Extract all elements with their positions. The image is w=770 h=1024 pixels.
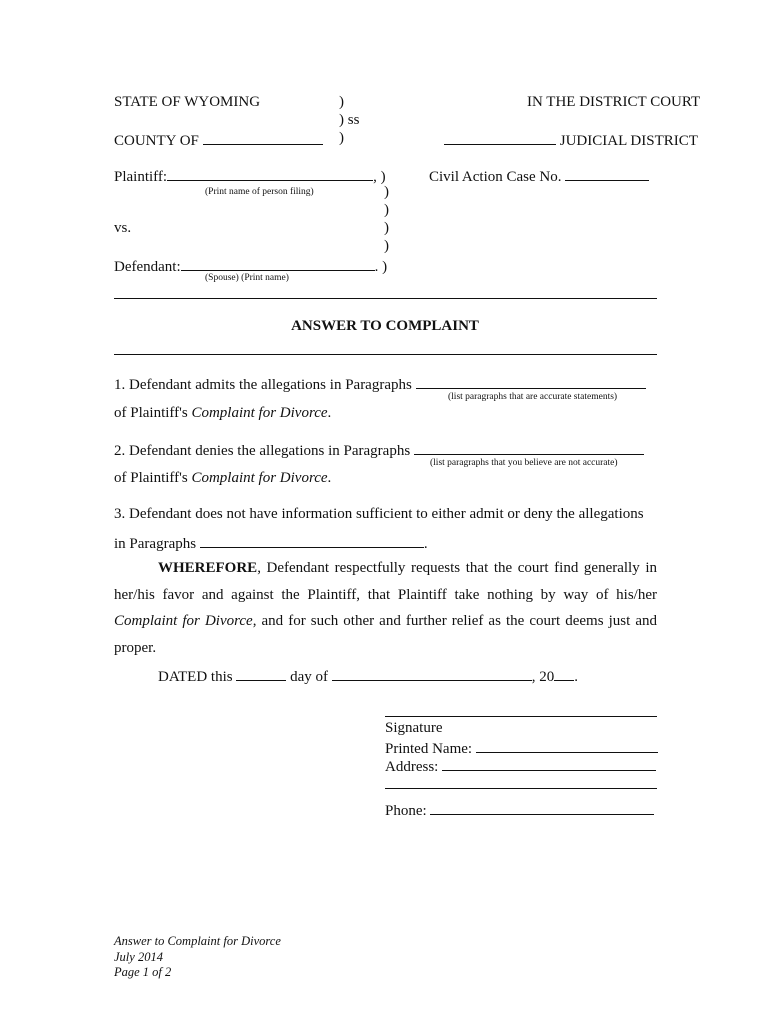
complaint-title: Complaint for Divorce [114,613,253,629]
defendant-hint: (Spouse) (Print name) [205,273,289,283]
county-label [114,130,323,150]
item-2-text: 2. Defendant denies the allegations in Paragraphs [114,443,411,459]
period: . [423,536,428,552]
wherefore-lead: WHEREFORE [158,560,258,576]
divider [114,298,657,299]
footer [114,934,281,981]
period: . [574,669,578,685]
vs-label: vs. [114,220,132,236]
plaintiff-label: Plaintiff: [114,169,168,185]
item-2-paragraphs-field[interactable] [414,440,644,455]
plaintiff-suffix: , ) [373,169,386,185]
dated-line [158,666,578,686]
item-1-text: 1. Defendant admits the allegations in Paragraphs [114,377,412,393]
defendant-suffix: . ) [374,259,388,275]
wherefore-text: , Defendant respectfully requests that the court find generally in her/his favor and against the Plaintiff, that Plaintiff take nothing by way of his/her [114,560,657,603]
item-2-continuation [114,470,331,487]
signature-line[interactable] [385,716,657,717]
caption-paren: ) [384,238,389,254]
footer-date: July 2014 [114,949,163,964]
phone-row [385,800,654,820]
caption-paren: ) [339,94,344,110]
state-label: STATE OF WYOMING [114,94,261,110]
defendant-name-field[interactable] [181,256,375,271]
item-1 [114,374,646,394]
month-field[interactable] [332,666,532,681]
complaint-title: Complaint for Divorce [191,470,328,486]
address-label: Address: [385,759,439,775]
plaintiff-name-field[interactable] [167,166,373,181]
in-paragraphs: in Paragraphs [114,536,197,552]
caption-paren: ) [339,130,344,146]
printed-name-row [385,738,658,758]
county-field[interactable] [203,130,323,145]
day-of-label: day of [290,669,328,685]
year-field[interactable] [554,666,574,681]
address-field[interactable] [442,756,656,771]
phone-field[interactable] [430,800,654,815]
civil-action-row [429,166,649,186]
item-2 [114,440,644,460]
period: . [327,470,332,486]
caption-ss: ) ss [339,112,360,128]
defendant-label: Defendant: [114,259,181,275]
caption-paren: ) [384,220,389,236]
plaintiff-row [114,166,386,186]
phone-label: Phone: [385,803,427,819]
day-field[interactable] [236,666,286,681]
item-1-continuation [114,405,331,422]
item-3-paragraphs-field[interactable] [200,533,424,548]
caption-paren: ) [384,184,389,200]
item-3-text: 3. Defendant does not have information sufficient to either admit or deny the allegations [114,506,644,522]
footer-title: Answer to Complaint for Divorce [114,934,281,948]
of-plaintiffs: of Plaintiff's [114,405,188,421]
civil-action-label: Civil Action Case No. [429,169,562,185]
divider [114,354,657,355]
judicial-district-label: JUDICIAL DISTRICT [559,133,698,149]
case-number-field[interactable] [565,166,649,181]
caption-paren: ) [384,202,389,218]
year-label: , 20 [531,669,555,685]
dated-label: DATED this [158,669,233,685]
address-row [385,756,656,776]
printed-name-label: Printed Name: [385,741,473,757]
of-plaintiffs: of Plaintiff's [114,470,188,486]
wherefore-paragraph [114,555,657,661]
item-1-paragraphs-field[interactable] [416,374,646,389]
address-line-2[interactable] [385,788,657,789]
item-1-hint: (list paragraphs that are accurate statements) [448,392,618,402]
footer-page: Page 1 of 2 [114,965,172,979]
printed-name-field[interactable] [476,738,658,753]
item-3-continuation [114,533,428,553]
county-label-text: COUNTY OF [114,133,199,149]
complaint-title: Complaint for Divorce [191,405,328,421]
signature-label: Signature [385,720,443,736]
period: . [327,405,332,421]
plaintiff-hint: (Print name of person filing) [205,187,314,197]
judicial-district [444,130,698,150]
wherefore-text-end: , and for such other and further relief as the court deems just and proper. [114,613,657,656]
judicial-district-field[interactable] [444,130,556,145]
item-2-hint: (list paragraphs that you believe are not accurate) [430,458,618,468]
document-title: ANSWER TO COMPLAINT [291,318,479,334]
court-label: IN THE DISTRICT COURT [527,94,701,110]
